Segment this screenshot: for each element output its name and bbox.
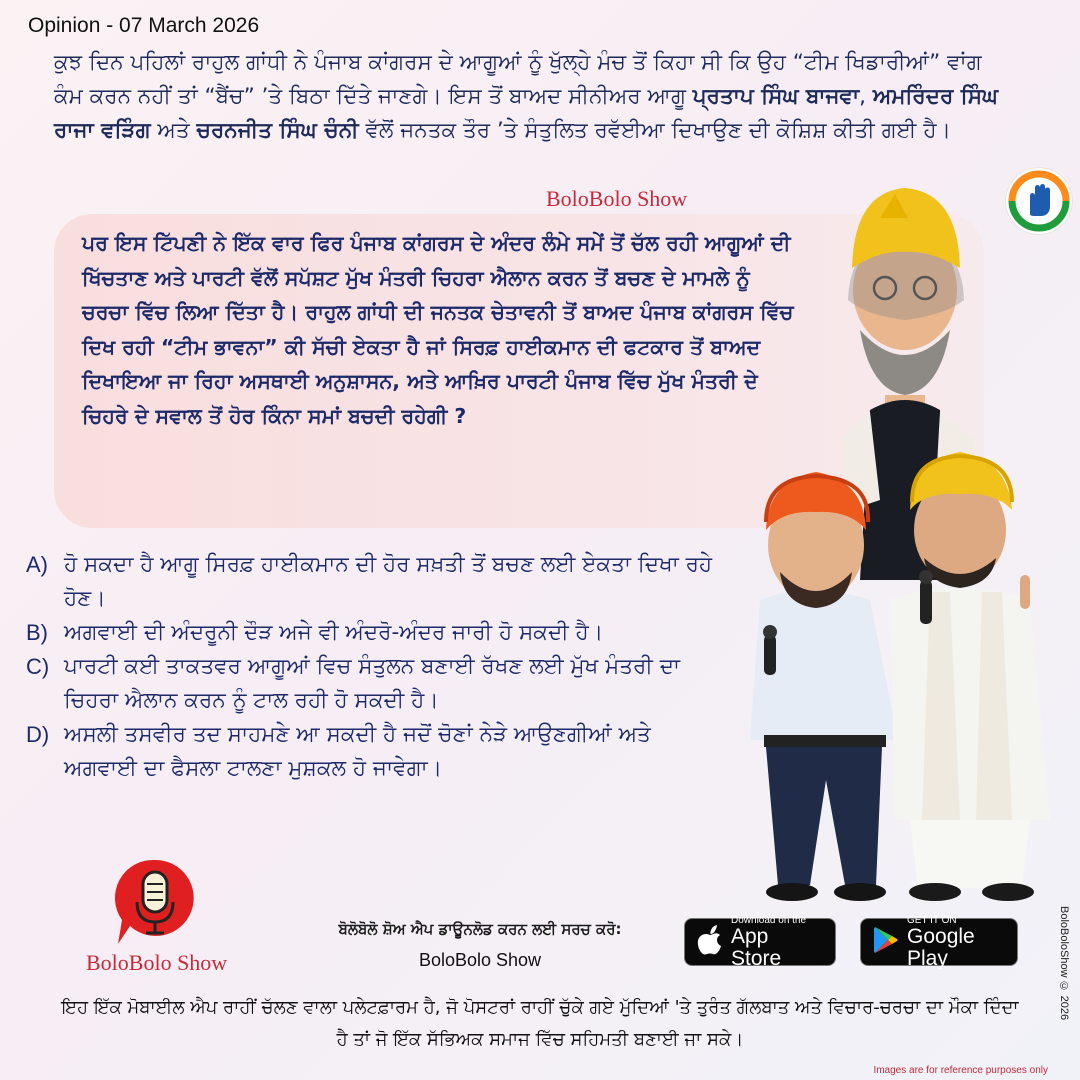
- google-play-small-label: GET IT ON: [907, 914, 957, 926]
- intro-sep-2: ਅਤੇ: [150, 118, 197, 143]
- option-text: ਹੋ ਸਕਦਾ ਹੈ ਆਗੂ ਸਿਰਫ਼ ਹਾਈਕਮਾਨ ਦੀ ਹੋਰ ਸਖ਼ਤੀ ਤੋਂ ਬਚਣ ਲਈ ਏਕਤਾ ਦਿਖਾ ਰਹੇ ਹੋਣ।: [64, 552, 713, 611]
- google-play-button[interactable]: [860, 914, 1018, 970]
- apple-icon: [697, 925, 723, 959]
- option-c: [26, 650, 726, 718]
- option-b: [26, 616, 726, 650]
- intro-text-1: ਕੁਝ ਦਿਨ ਪਹਿਲਾਂ ਰਾਹੁਲ ਗਾਂਧੀ ਨੇ ਪੰਜਾਬ ਕਾਂਗਰਸ ਦੇ ਆਗੂਆਂ ਨੂੰ ਖੁੱਲ੍ਹੇ ਮੰਚ ਤੋਂ ਕਿਹਾ ਸੀ ਕਿ ਉਹ “ਟੀਮ ਖਿਡਾਰੀਆਂ” ਵਾਂਗ ਕੰਮ ਕਰਨ ਨਹੀਂ ਤਾਂ “ਬੈਂਚ” ’ਤੇ ਬਿਠਾ ਦਿੱਤੇ ਜਾਣਗੇ। ਇਸ ਤੋਂ ਬਾਅਦ ਸੀਨੀਅਰ ਆਗੂ: [54, 50, 982, 109]
- option-letter: A): [26, 552, 48, 577]
- intro-sep-1: ,: [859, 84, 873, 109]
- name-channi: ਚਰਨਜੀਤ ਸਿੰਘ ਚੰਨੀ: [196, 118, 359, 143]
- name-warring: ਅਮਰਿੰਦਰ ਸਿੰਘ ਰਾਜਾ ਵੜਿੰਗ: [54, 84, 999, 143]
- option-d: [26, 718, 726, 786]
- google-play-label: Google Play: [907, 924, 975, 970]
- image-disclaimer: Images are for reference purposes only: [873, 1065, 1048, 1076]
- option-text: ਪਾਰਟੀ ਕਈ ਤਾਕਤਵਰ ਆਗੂਆਂ ਵਿਚ ਸੰਤੁਲਨ ਬਣਾਈ ਰੱਖਣ ਲਈ ਮੁੱਖ ਮੰਤਰੀ ਦਾ ਚਿਹਰਾ ਐਲਾਨ ਕਰਨ ਨੂੰ ਟਾਲ ਰਹੀ ਹੋ ਸਕਦੀ ਹੈ।: [64, 654, 681, 713]
- question-text: ਪਰ ਇਸ ਟਿੱਪਣੀ ਨੇ ਇੱਕ ਵਾਰ ਫਿਰ ਪੰਜਾਬ ਕਾਂਗਰਸ ਦੇ ਅੰਦਰ ਲੰਮੇ ਸਮੇਂ ਤੋਂ ਚੱਲ ਰਹੀ ਆਗੂਆਂ ਦੀ ਖਿੱਚਤਾਣ ਅਤੇ ਪਾਰਟੀ ਵੱਲੋਂ ਸਪੱਸ਼ਟ ਮੁੱਖ ਮੰਤਰੀ ਚਿਹਰਾ ਐਲਾਨ ਕਰਨ ਤੋਂ ਬਚਣ ਦੇ ਮਾਮਲੇ ਨੂੰ ਚਰਚਾ ਵਿੱਚ ਲਿਆ ਦਿੱਤਾ ਹੈ। ਰਾਹੁਲ ਗਾਂਧੀ ਦੀ ਜਨਤਕ ਚੇਤਾਵਨੀ ਤੋਂ ਬਾਅਦ ਪੰਜਾਬ ਕਾਂਗਰਸ ਵਿੱਚ ਦਿਖ ਰਹੀ “ਟੀਮ ਭਾਵਨਾ” ਕੀ ਸੱਚੀ ਏਕਤਾ ਹੈ ਜਾਂ ਸਿਰਫ਼ ਹਾਈਕਮਾਨ ਦੀ ਫਟਕਾਰ ਤੋਂ ਬਾਅਦ ਦਿਖਾਇਆ ਜਾ ਰਿਹਾ ਅਸਥਾਈ ਅਨੁਸ਼ਾਸਨ, ਅਤੇ ਆਖ਼ਿਰ ਪਾਰਟੀ ਪੰਜਾਬ ਵਿੱਚ ਮੁੱਖ ਮੰਤਰੀ ਦੇ ਚਿਹਰੇ ਦੇ ਸਵਾਲ ਤੋਂ ਹੋਰ ਕਿੰਨਾ ਸਮਾਂ ਬਚਦੀ ਰਹੇਗੀ ?: [82, 231, 794, 428]
- option-letter: D): [26, 722, 50, 747]
- answer-options: [26, 548, 726, 786]
- google-play-icon: [873, 926, 899, 958]
- date-label: Opinion - 07 March 2026: [28, 14, 260, 37]
- option-letter: C): [26, 654, 50, 679]
- intro-paragraph: [54, 46, 1014, 148]
- option-text: ਅਗਵਾਈ ਦੀ ਅੰਦਰੂਨੀ ਦੌੜ ਅਜੇ ਵੀ ਅੰਦਰੋ-ਅੰਦਰ ਜਾਰੀ ਹੋ ਸਕਦੀ ਹੈ।: [64, 620, 604, 645]
- copyright-credit: BoloBoloShow © 2026: [1058, 906, 1070, 1021]
- app-store-small-label: Download on the: [731, 914, 807, 926]
- brand-watermark: BoloBolo Show: [546, 186, 688, 211]
- name-bajwa: ਪ੍ਰਤਾਪ ਸਿੰਘ ਬਾਜਵਾ: [692, 84, 860, 109]
- app-store-label: App Store: [731, 924, 782, 970]
- option-letter: B): [26, 620, 48, 645]
- option-a: [26, 548, 726, 616]
- footer-description: ਇਹ ਇੱਕ ਮੋਬਾਈਲ ਐਪ ਰਾਹੀਂ ਚੱਲਣ ਵਾਲਾ ਪਲੇਟਫ਼ਾਰਮ ਹੈ, ਜੋ ਪੋਸਟਰਾਂ ਰਾਹੀਂ ਚੁੱਕੇ ਗਏ ਮੁੱਦਿਆਂ 'ਤੇ ਤੁਰੰਤ ਗੱਲਬਾਤ ਅਤੇ ਵਿਚਾਰ-ਚਰਚਾ ਦਾ ਮੌਕਾ ਦਿੰਦਾ ਹੈ ਤਾਂ ਜੋ ਇੱਕ ਸੱਭਿਅਕ ਸਮਾਜ ਵਿੱਚ ਸਹਿਮਤੀ ਬਣਾਈ ਜਾ ਸਕੇ।: [61, 997, 1019, 1050]
- option-text: ਅਸਲੀ ਤਸਵੀਰ ਤਦ ਸਾਹਮਣੇ ਆ ਸਕਦੀ ਹੈ ਜਦੋਂ ਚੋਣਾਂ ਨੇੜੇ ਆਉਣਗੀਆਂ ਅਤੇ ਅਗਵਾਈ ਦਾ ਫੈਸਲਾ ਟਾਲਣਾ ਮੁਸ਼ਕਲ ਹੋ ਜਾਵੇਗਾ।: [64, 722, 651, 781]
- brand-name: BoloBolo Show: [86, 950, 228, 975]
- intro-text-2: ਵੱਲੋਂ ਜਨਤਕ ਤੌਰ ’ਤੇ ਸੰਤੁਲਿਤ ਰਵੱਈਆ ਦਿਖਾਉਣ ਦੀ ਕੋਸ਼ਿਸ਼ ਕੀਤੀ ਗਈ ਹੈ।: [358, 118, 952, 143]
- microphone-chat-icon: [110, 850, 200, 950]
- app-store-button[interactable]: [684, 914, 836, 970]
- download-app-name: BoloBolo Show: [418, 950, 542, 970]
- leaders-illustration: [730, 180, 1070, 920]
- download-instruction: ਬੋਲੋਬੋਲੋ ਸ਼ੋਅ ਐਪ ਡਾਊਨਲੋਡ ਕਰਨ ਲਈ ਸਰਚ ਕਰੋ:: [338, 920, 622, 938]
